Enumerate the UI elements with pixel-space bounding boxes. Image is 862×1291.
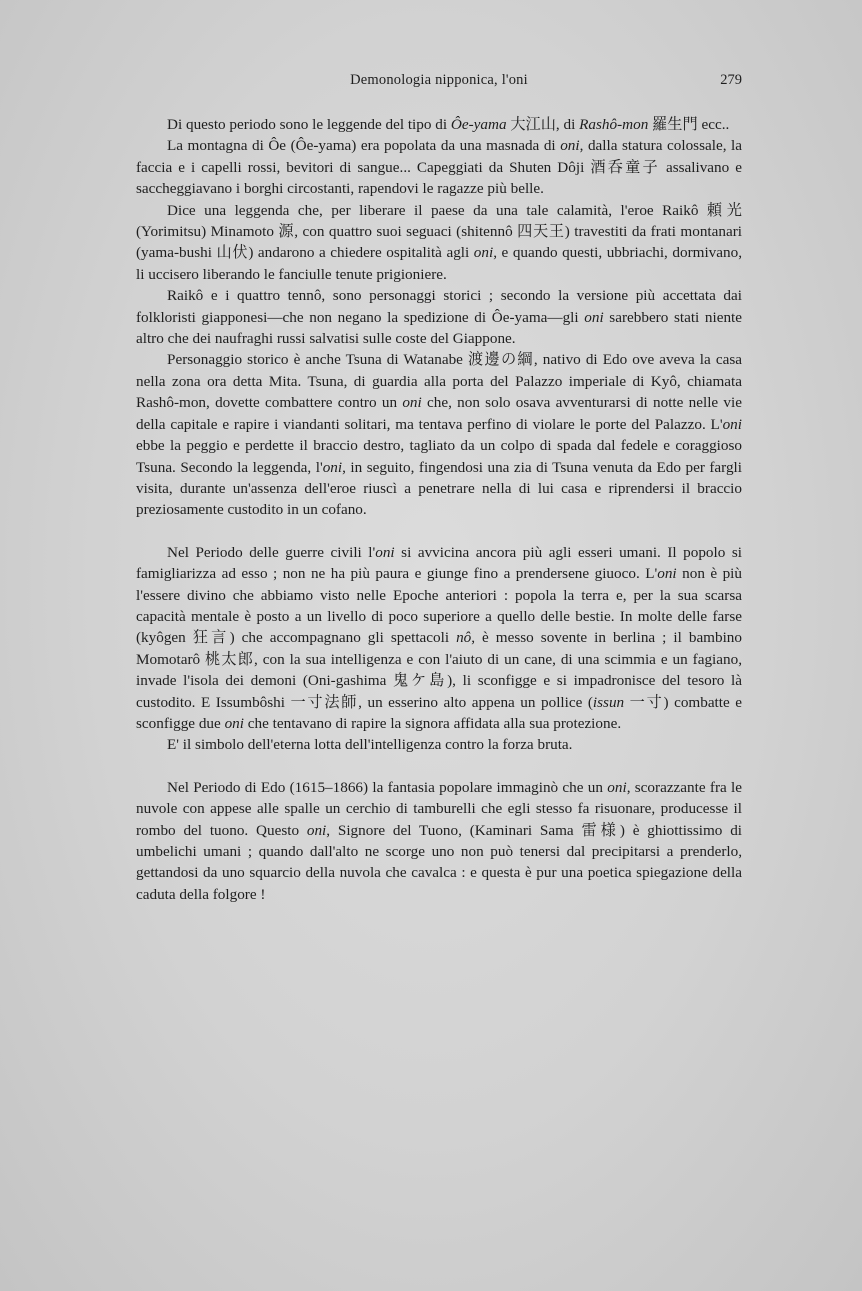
text-run: che, non solo osava avventurarsi di notte nelle vie della capitale e rapire i viandanti solitari, ma tentava perfino di violare le porte del Palazzo. L' <box>136 394 742 433</box>
paragraph <box>136 777 742 905</box>
text-run: Raikô e i quattro tennô, sono personaggi storici ; secondo la versione più accettata dai folkloristi giapponesi—che non negano la spedizione di Ôe-yama—gli <box>136 287 742 326</box>
italic-term: oni <box>306 821 327 839</box>
italic-term: oni <box>722 415 742 433</box>
italic-term: issun <box>592 693 625 711</box>
text-run: 一寸) combatte e sconfigge due <box>136 693 743 732</box>
text-run: 羅生門 ecc.. <box>648 116 730 133</box>
text-run: si avvicina ancora più agli esseri umani. Il popolo si famigliarizza ad esso ; non ne ha più paura e giunge fino a prendersene giuoco. L' <box>136 543 742 583</box>
italic-term: Ôe-yama <box>450 116 507 133</box>
text-run: sarebbero stati niente altro che dei naufraghi russi salvatisi sulle coste del Giappone. <box>136 308 743 348</box>
text-run: non è più l'essere divino che abbiamo visto nelle Epoche anteriori : popola la terra e, per la sua scarsa capacità mentale è posto a un livello di poco superiore a quello delle bestie. In molte delle farse (kyôgen 狂言) che accompagnano gli spettacoli <box>136 565 742 647</box>
text-run: , in seguito, fingendosi una zia di Tsuna venuta da Edo per fargli visita, durante un'assenza dell'eroe riuscì a penetrare nella di lui casa e riprendersi il braccio preziosamente custodito in un cofano. <box>136 458 742 519</box>
text-run: E' il simbolo dell'eterna lotta dell'intelligenza contro la forza bruta. <box>167 736 573 754</box>
italic-term: oni <box>322 458 343 476</box>
text-run: Nel Periodo di Edo (1615–1866) la fantasia popolare immaginò che un <box>167 778 608 796</box>
text-run: , Signore del Tuono, (Kaminari Sama 雷様) è ghiottissimo di umbelichi umani ; quando dall'alto ne scorge uno non può tenersi dal precipitarsi a prenderlo, gettandosi da uno squarcio della nuvola che cavalca : e questa è pur una poetica spiegazione della caduta della folgore ! <box>136 821 743 903</box>
italic-term: nô <box>456 629 472 647</box>
italic-term: oni <box>584 308 604 326</box>
text-run: 大江山, di <box>506 116 580 133</box>
body-text <box>136 114 742 905</box>
text-run: Di questo periodo sono le leggende del tipo di <box>167 116 451 133</box>
italic-term: Rashô-mon <box>579 116 649 133</box>
paragraph <box>136 114 742 135</box>
text-run: Personaggio storico è anche Tsuna di Watanabe 渡邊の綱, nativo di Edo ove aveva la casa nella zona ora detta Mita. Tsuna, di guardia alla porta del Palazzo imperiale di Kyô, chiamata Rashô-mon, dovette combattere contro un <box>136 351 742 412</box>
italic-term: oni <box>560 137 580 155</box>
text-run: Nel Periodo delle guerre civili l' <box>167 543 376 561</box>
paragraph <box>136 285 742 349</box>
italic-term: oni <box>402 394 422 412</box>
paragraph <box>136 734 742 755</box>
text-run: , e quando questi, ubbriachi, dormivano, li uccisero liberando le fanciulle tenute prigioniere. <box>136 244 742 283</box>
italic-term: oni <box>607 778 627 796</box>
text-run: , dalla statura colossale, la faccia e i capelli rossi, bevitori di sangue... Capeggiati da Shuten Dôji 酒呑童子 assalivano e saccheggiavano i borghi circostanti, rapendovi le ragazze più belle. <box>136 137 742 198</box>
text-run: , è messo sovente in berlina ; il bambino Momotarô 桃太郎, con la sua intelligenza e con l'aiuto di un cane, di una scimmia e un fagiano, invade l'isola dei demoni (Oni-gashima 鬼ケ島), li sconfigge e si impadronisce del tesoro là custodito. E Issumbôshi 一寸法師, un esserino alto appena un pollice ( <box>136 629 742 711</box>
text-run: Dice una leggenda che, per liberare il paese da una tale calamità, l'eroe Raikô 頼光 (Yorimitsu) Minamoto 源, con quattro suoi seguaci (shitennô 四天王) travestiti da frati montanari (yama-bushi 山伏) andarono a chiedere ospitalità agli <box>136 201 742 262</box>
italic-term: oni <box>473 244 494 262</box>
page-number: 279 <box>720 72 742 88</box>
italic-term: oni <box>224 714 244 732</box>
running-title: Demonologia nipponica, l'oni <box>350 72 528 88</box>
text-run: La montagna di Ôe (Ôe-yama) era popolata da una masnada di <box>167 137 561 155</box>
italic-term: oni <box>375 543 395 561</box>
running-head <box>136 72 742 94</box>
text-run: ebbe la peggio e perdette il braccio destro, tagliato da un colpo di spada dal fedele e coraggioso Tsuna. Secondo la leggenda, l' <box>136 437 742 476</box>
text-run: , scorazzante fra le nuvole con appese alle spalle un cerchio di tamburelli che egli stesso fa risuonare, producesse il rombo del tuono. Questo <box>136 778 742 839</box>
paragraph <box>136 135 742 199</box>
paragraph <box>136 349 742 520</box>
paragraph <box>136 542 742 735</box>
paragraph <box>136 200 742 286</box>
text-run: che tentavano di rapire la signora affidata alla sua protezione. <box>244 714 622 732</box>
italic-term: oni <box>657 565 677 583</box>
